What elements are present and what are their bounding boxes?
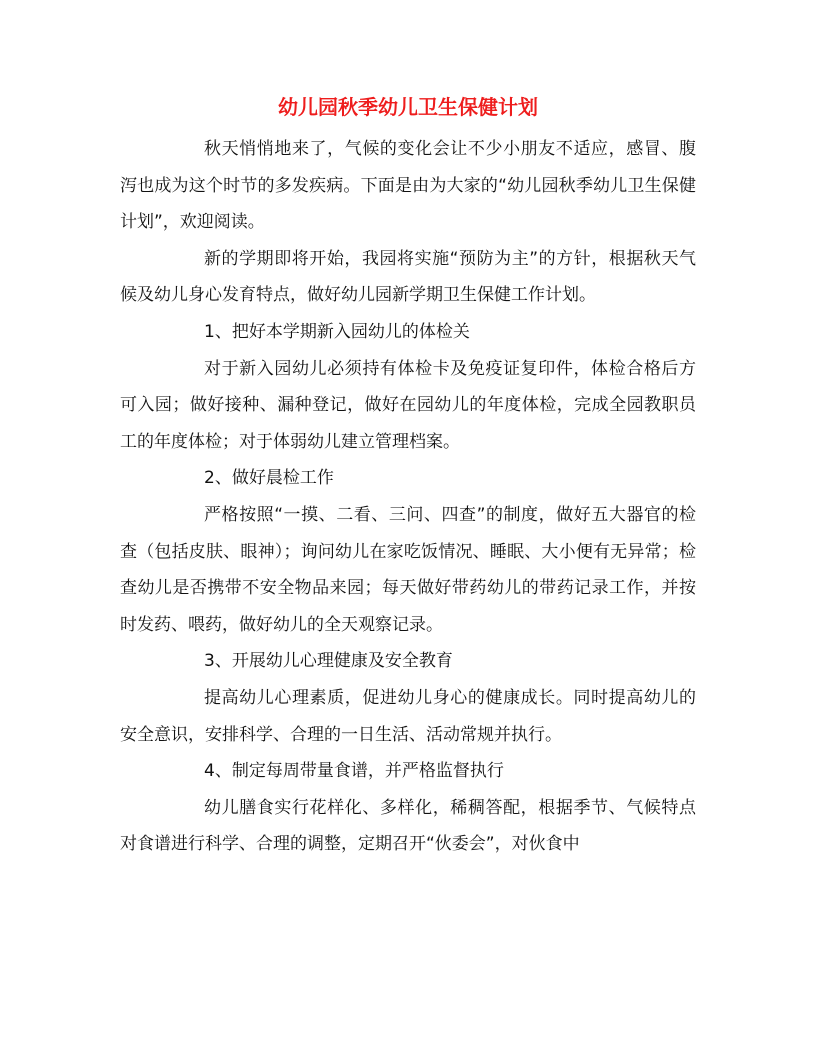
section-paragraph-4: 幼儿膳食实行花样化、多样化，稀稠答配，根据季节、气候特点对食谱进行科学、合理的调整，定期召开“伙委会”，对伙食中 [120,797,696,855]
section-paragraph-2: 严格按照“一摸、二看、三问、四查”的制度，做好五大器官的检查（包括皮肤、眼神）；询问幼儿在家吃饭情况、睡眠、大小便有无异常；检查幼儿是否携带不安全物品来园；每天做好带药幼儿的带药记录工作，并按时发药、喂药，做好幼儿的全天观察记录。 [120,504,696,635]
section-heading-2: 2、做好晨检工作 [204,468,334,489]
document-body [120,131,696,863]
document-title: 幼儿园秋季幼儿卫生保健计划 [278,95,538,119]
section-paragraph-1: 对于新入园幼儿必须持有体检卡及免疫证复印件，体检合格后方可入园；做好接种、漏种登记，做好在园幼儿的年度体检，完成全园教职员工的年度体检；对于体弱幼儿建立管理档案。 [120,358,696,452]
intro-paragraph: 秋天悄悄地来了，气候的变化会让不少小朋友不适应，感冒、腹泻也成为这个时节的多发疾病。下面是由为大家的“幼儿园秋季幼儿卫生保健计划”，欢迎阅读。 [120,139,696,233]
policy-paragraph: 新的学期即将开始，我园将实施“预防为主”的方针，根据秋天气候及幼儿身心发育特点，做好幼儿园新学期卫生保健工作计划。 [120,248,696,306]
section-heading-4: 4、制定每周带量食谱，并严格监督执行 [204,761,504,782]
section-paragraph-3: 提高幼儿心理素质，促进幼儿身心的健康成长。同时提高幼儿的安全意识，安排科学、合理的一日生活、活动常规并执行。 [120,687,696,745]
section-heading-3: 3、开展幼儿心理健康及安全教育 [204,651,453,672]
section-heading-1: 1、把好本学期新入园幼儿的体检关 [204,321,470,342]
